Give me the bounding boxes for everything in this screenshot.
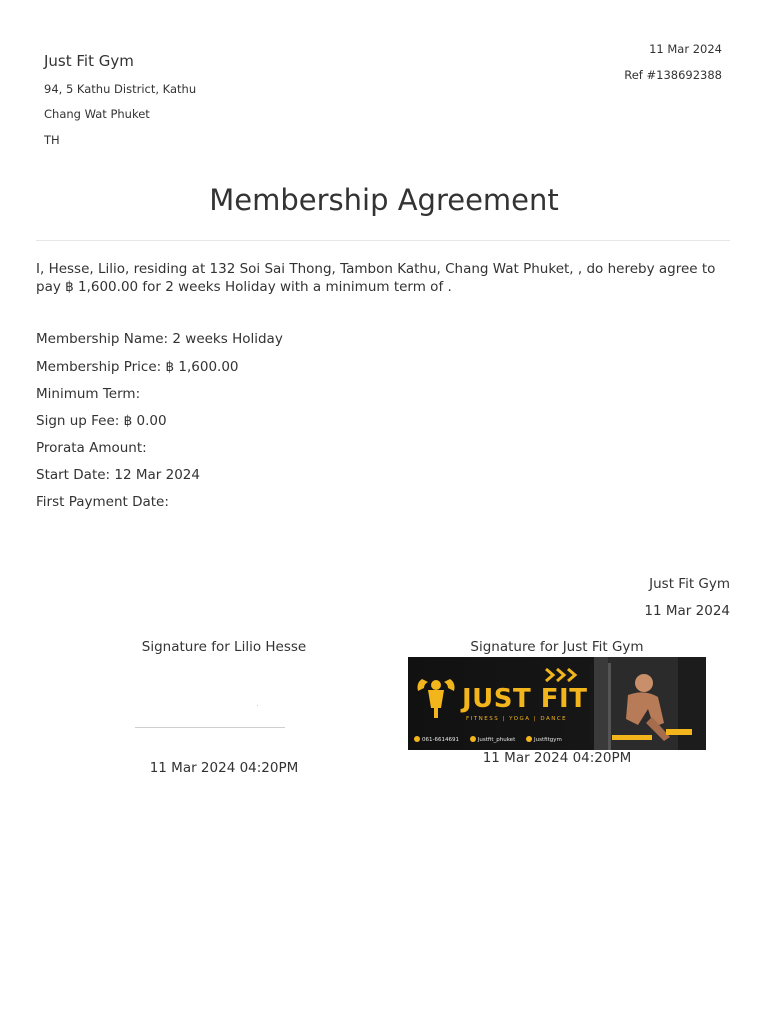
agreement-paragraph: I, Hesse, Lilio, residing at 132 Soi Sai Thong, Tambon Kathu, Chang Wat Phuket, , do hereby agree to pay ฿ 1,600.00 for 2 weeks Holiday with a minimum term of . <box>36 261 716 295</box>
field-membership-name: Membership Name: 2 weeks Holiday <box>36 331 283 347</box>
member-signature-date: 11 Mar 2024 04:20PM <box>149 760 299 776</box>
logo-facebook: Justfitgym <box>526 737 562 743</box>
address-line-1: 94, 5 Kathu District, Kathu <box>44 82 197 96</box>
field-minimum-term: Minimum Term: <box>36 386 141 402</box>
member-signature-line <box>135 727 285 728</box>
logo-tagline: FITNESS | YOGA | DANCE <box>466 716 568 722</box>
signoff-gym-name: Just Fit Gym <box>649 576 730 592</box>
field-membership-price: Membership Price: ฿ 1,600.00 <box>36 359 239 375</box>
document-date: 11 Mar 2024 <box>649 42 722 56</box>
page-title: Membership Agreement <box>209 183 559 217</box>
signoff-date: 11 Mar 2024 <box>644 603 730 619</box>
field-start-date: Start Date: 12 Mar 2024 <box>36 467 200 483</box>
facebook-icon <box>526 736 532 742</box>
logo-brand-text: JUST FIT <box>462 684 588 714</box>
logo-contacts <box>414 736 571 743</box>
gym-signature-date: 11 Mar 2024 04:20PM <box>482 750 632 766</box>
member-signature-mark <box>257 705 258 706</box>
address-country: TH <box>44 133 60 147</box>
member-signature-label: Signature for Lilio Hesse <box>141 639 307 655</box>
instagram-icon <box>470 736 476 742</box>
gym-signature-label: Signature for Just Fit Gym <box>470 639 644 655</box>
title-divider <box>36 240 730 241</box>
gym-logo-banner <box>408 657 706 750</box>
field-sign-up-fee: Sign up Fee: ฿ 0.00 <box>36 413 167 429</box>
field-prorata-amount: Prorata Amount: <box>36 440 147 456</box>
gym-name: Just Fit Gym <box>44 52 134 70</box>
phone-icon <box>414 736 420 742</box>
logo-instagram: Justfit_phuket <box>470 737 516 743</box>
field-first-payment-date: First Payment Date: <box>36 494 169 510</box>
reference-number: Ref #138692388 <box>624 68 722 82</box>
logo-phone: 061-6614691 <box>414 737 459 743</box>
address-line-2: Chang Wat Phuket <box>44 107 150 121</box>
